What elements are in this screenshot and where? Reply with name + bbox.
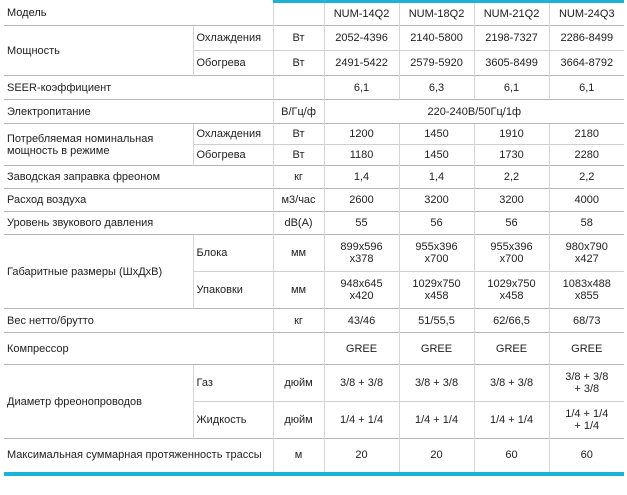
seer-value: 6,1 — [324, 76, 399, 100]
power-cooling-value: 2286-8499 — [549, 26, 624, 51]
seer-unit — [273, 76, 324, 100]
power-cooling-value: 2198-7327 — [474, 26, 549, 51]
noise-value: 58 — [549, 212, 624, 235]
consumption-cooling-value: 2180 — [549, 124, 624, 145]
seer-row — [4, 76, 624, 100]
weight-value: 51/55,5 — [399, 309, 474, 333]
seer-value: 6,3 — [399, 76, 474, 100]
weight-value: 43/46 — [324, 309, 399, 333]
dimensions-package-unit: мм — [273, 272, 324, 309]
compressor-value: GREE — [324, 333, 399, 365]
power-cooling-mode: Охлаждения — [193, 26, 273, 51]
dimensions-package-mode: Упаковки — [193, 272, 273, 309]
max-length-label: Максимальная суммарная протяженность трассы — [4, 439, 273, 474]
airflow-row — [4, 189, 624, 212]
refrigerant-value: 2,2 — [474, 166, 549, 189]
airflow-value: 2600 — [324, 189, 399, 212]
power-supply-row — [4, 100, 624, 124]
consumption-cooling-mode: Охлаждения — [193, 124, 273, 145]
consumption-heating-value: 1180 — [324, 145, 399, 166]
airflow-value: 3200 — [399, 189, 474, 212]
seer-value: 6,1 — [549, 76, 624, 100]
power-supply-label: Электропитание — [4, 100, 273, 124]
weight-value: 62/66,5 — [474, 309, 549, 333]
dimensions-package-value: 1029x750 x458 — [399, 272, 474, 309]
dimensions-package-value: 1083x488 x855 — [549, 272, 624, 309]
pipes-gas-value: 3/8 + 3/8 + 3/8 — [549, 365, 624, 402]
power-cooling-unit: Вт — [273, 26, 324, 51]
refrigerant-unit: кг — [273, 166, 324, 189]
airflow-value: 3200 — [474, 189, 549, 212]
max-length-unit: м — [273, 439, 324, 474]
noise-unit: dB(A) — [273, 212, 324, 235]
max-length-value: 20 — [324, 439, 399, 474]
consumption-heating-value: 1730 — [474, 145, 549, 166]
dimensions-unit-mode: Блока — [193, 235, 273, 272]
compressor-label: Компрессор — [4, 333, 273, 365]
power-heating-value: 3605-8499 — [474, 51, 549, 76]
seer-label: SEER-коэффициент — [4, 76, 273, 100]
max-length-value: 60 — [474, 439, 549, 474]
model-name: NUM-18Q2 — [399, 2, 474, 26]
model-name: NUM-14Q2 — [324, 2, 399, 26]
consumption-heating-unit: Вт — [273, 145, 324, 166]
dimensions-unit-value: 955x396 x700 — [399, 235, 474, 272]
seer-value: 6,1 — [474, 76, 549, 100]
power-cooling-row — [4, 26, 624, 51]
refrigerant-row — [4, 166, 624, 189]
dimensions-unit-value: 899x596 x378 — [324, 235, 399, 272]
pipes-gas-value: 3/8 + 3/8 — [399, 365, 474, 402]
pipes-liquid-mode: Жидкость — [193, 402, 273, 439]
refrigerant-value: 1,4 — [399, 166, 474, 189]
pipes-gas-value: 3/8 + 3/8 — [474, 365, 549, 402]
pipes-liquid-value: 1/4 + 1/4 — [324, 402, 399, 439]
power-heating-mode: Обогрева — [193, 51, 273, 76]
weight-label: Вес нетто/брутто — [4, 309, 273, 333]
pipes-liquid-value: 1/4 + 1/4 — [474, 402, 549, 439]
compressor-value: GREE — [549, 333, 624, 365]
max-length-value: 20 — [399, 439, 474, 474]
power-supply-value: 220-240В/50Гц/1ф — [324, 100, 624, 124]
power-cooling-value: 2052-4396 — [324, 26, 399, 51]
weight-value: 68/73 — [549, 309, 624, 333]
pipes-gas-value: 3/8 + 3/8 — [324, 365, 399, 402]
consumption-label: Потребляемая номинальная мощность в режиме — [4, 124, 193, 166]
power-label: Мощность — [4, 26, 193, 76]
pipes-liquid-value: 1/4 + 1/4 + 1/4 — [549, 402, 624, 439]
refrigerant-label: Заводская заправка фреоном — [4, 166, 273, 189]
compressor-value: GREE — [399, 333, 474, 365]
pipes-gas-mode: Газ — [193, 365, 273, 402]
power-heating-unit: Вт — [273, 51, 324, 76]
noise-value: 56 — [474, 212, 549, 235]
compressor-value: GREE — [474, 333, 549, 365]
power-supply-unit: В/Гц/ф — [273, 100, 324, 124]
compressor-unit — [273, 333, 324, 365]
airflow-value: 4000 — [549, 189, 624, 212]
weight-unit: кг — [273, 309, 324, 333]
noise-value: 56 — [399, 212, 474, 235]
dimensions-unit-value: 980x790 x427 — [549, 235, 624, 272]
model-header-label: Модель — [7, 7, 47, 20]
dimensions-package-value: 948x645 x420 — [324, 272, 399, 309]
airflow-label: Расход воздуха — [4, 189, 273, 212]
dimensions-unit-value: 955x396 x700 — [474, 235, 549, 272]
consumption-cooling-row — [4, 124, 624, 145]
consumption-cooling-value: 1910 — [474, 124, 549, 145]
weight-row — [4, 309, 624, 333]
consumption-heating-value: 2280 — [549, 145, 624, 166]
dimensions-unit-row — [4, 235, 624, 272]
power-heating-value: 3664-8792 — [549, 51, 624, 76]
consumption-cooling-value: 1200 — [324, 124, 399, 145]
dimensions-package-value: 1029x750 x458 — [474, 272, 549, 309]
airflow-unit: м3/час — [273, 189, 324, 212]
noise-label: Уровень звукового давления — [4, 212, 273, 235]
consumption-heating-value: 1450 — [399, 145, 474, 166]
dimensions-unit-unit: мм — [273, 235, 324, 272]
refrigerant-value: 2,2 — [549, 166, 624, 189]
refrigerant-value: 1,4 — [324, 166, 399, 189]
model-name: NUM-24Q3 — [549, 2, 624, 26]
model-name: NUM-21Q2 — [474, 2, 549, 26]
consumption-cooling-value: 1450 — [399, 124, 474, 145]
pipes-liquid-unit: дюйм — [273, 402, 324, 439]
pipes-gas-row — [4, 365, 624, 402]
power-heating-value: 2491-5422 — [324, 51, 399, 76]
compressor-row — [4, 333, 624, 365]
pipes-label: Диаметр фреонопроводов — [4, 365, 193, 439]
specifications-table — [4, 0, 624, 476]
consumption-cooling-unit: Вт — [273, 124, 324, 145]
power-cooling-value: 2140-5800 — [399, 26, 474, 51]
noise-value: 55 — [324, 212, 399, 235]
power-heating-value: 2579-5920 — [399, 51, 474, 76]
consumption-heating-mode: Обогрева — [193, 145, 273, 166]
noise-row — [4, 212, 624, 235]
pipes-gas-unit: дюйм — [273, 365, 324, 402]
header-row — [4, 2, 624, 26]
pipes-liquid-value: 1/4 + 1/4 — [399, 402, 474, 439]
max-length-value: 60 — [549, 439, 624, 474]
max-length-row — [4, 439, 624, 474]
unit-header-cell — [273, 2, 324, 26]
dimensions-label: Габаритные размеры (ШхДхВ) — [4, 235, 193, 309]
